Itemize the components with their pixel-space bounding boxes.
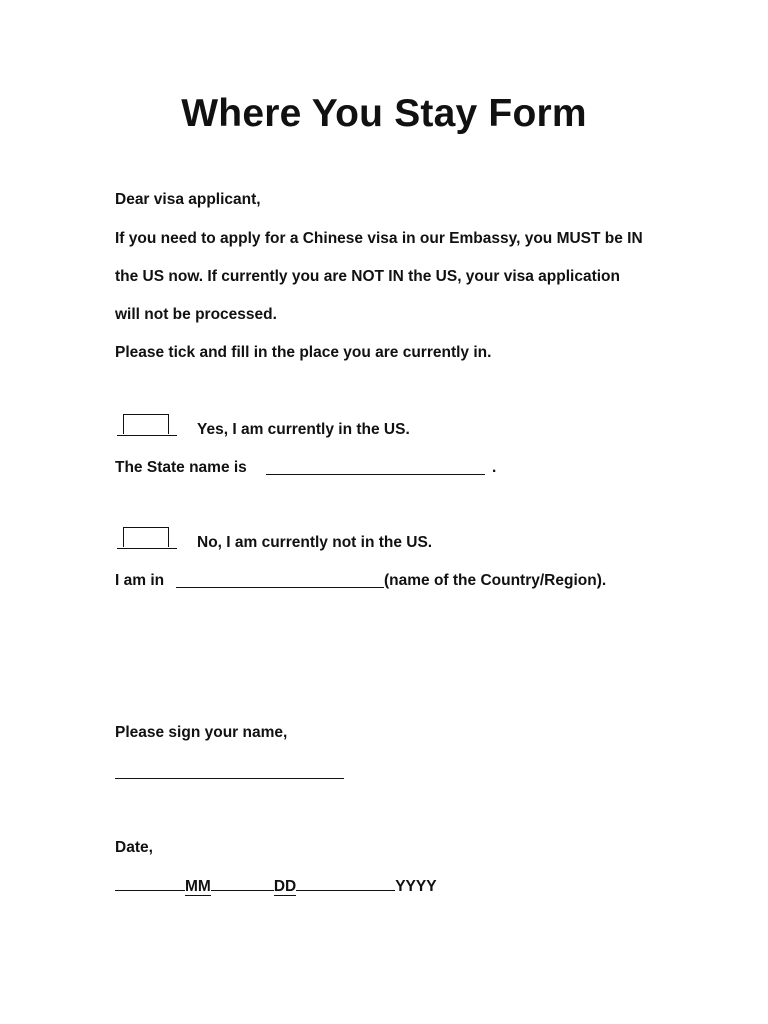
signature-field[interactable] [115, 778, 344, 779]
state-name-field[interactable] [266, 474, 485, 475]
country-suffix-label: (name of the Country/Region). [384, 572, 607, 589]
date-label: Date, [115, 839, 153, 856]
in-us-label: Yes, I am currently in the US. [197, 421, 410, 438]
instruction-text: Please tick and fill in the place you are currently in. [115, 344, 492, 361]
checkbox-underline [117, 435, 177, 436]
not-in-us-label: No, I am currently not in the US. [197, 534, 433, 551]
date-row [115, 876, 437, 897]
day-unit-label: DD [273, 878, 297, 895]
intro-line-2: the US now. If currently you are NOT IN the US, your visa application [115, 268, 620, 285]
intro-line-3: will not be processed. [115, 306, 277, 323]
month-field[interactable] [115, 876, 185, 891]
day-field[interactable] [211, 876, 274, 891]
month-unit-label: MM [185, 878, 211, 895]
checkbox-underline [117, 548, 177, 549]
signature-label: Please sign your name, [115, 724, 288, 741]
page-title: Where You Stay Form [181, 92, 587, 135]
intro-line-1: If you need to apply for a Chinese visa in our Embassy, you MUST be IN [115, 230, 643, 247]
salutation: Dear visa applicant, [115, 191, 261, 208]
not-in-us-checkbox[interactable] [117, 527, 177, 549]
year-field[interactable] [296, 876, 395, 891]
in-us-checkbox[interactable] [117, 414, 177, 436]
country-prefix-label: I am in [115, 572, 165, 589]
year-unit-label: YYYY [395, 878, 437, 895]
state-name-label: The State name is [115, 459, 247, 476]
checkbox-box [123, 527, 169, 547]
state-name-period: . [492, 459, 497, 476]
country-field[interactable] [176, 587, 384, 588]
checkbox-box [123, 414, 169, 434]
